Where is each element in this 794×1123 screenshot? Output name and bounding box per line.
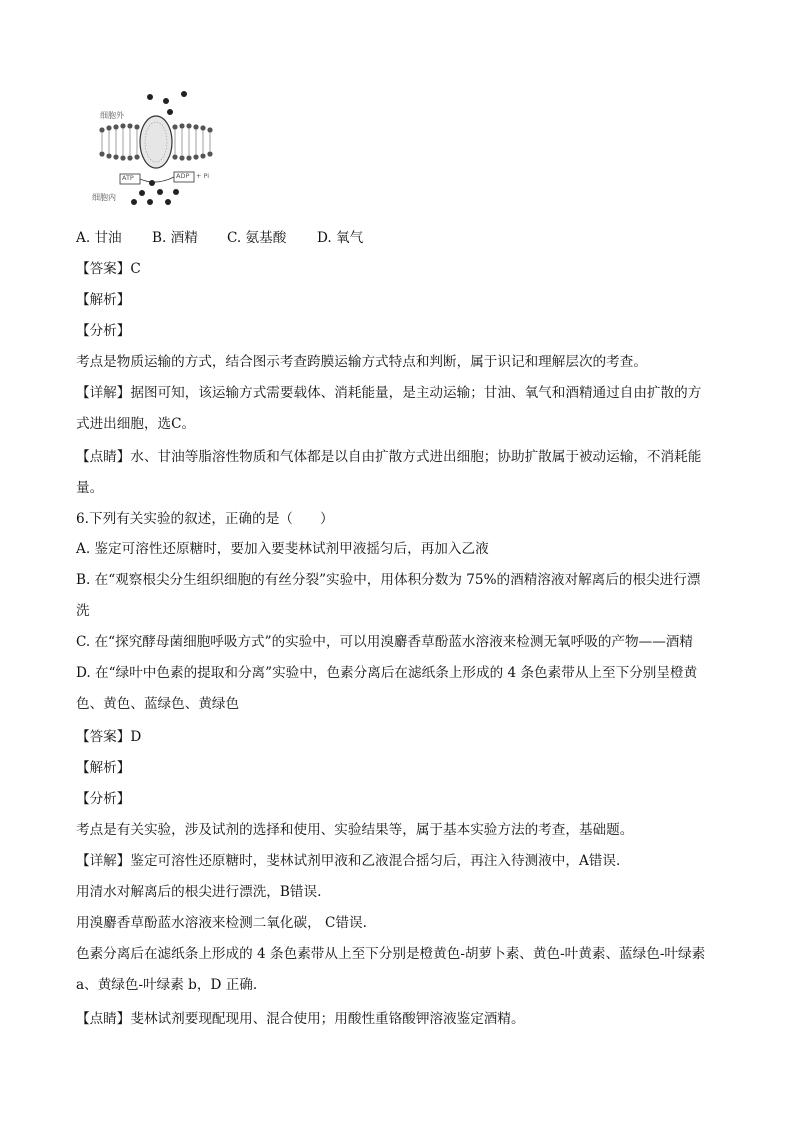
- q5-fenxi: 【分析】: [76, 323, 131, 339]
- q6-detail-1: 【详解】鉴定可溶性还原糖时，斐林试剂甲液和乙液混合摇匀后，再注入待测液中，A错误.: [76, 853, 621, 869]
- q5-analysis: 考点是物质运输的方式，结合图示考查跨膜运输方式特点和判断，属于识记和理解层次的考查。: [76, 354, 647, 370]
- q6-option-d-line-2: 色、黄色、蓝绿色、黄绿色: [76, 696, 240, 712]
- label-atp: ATP: [122, 174, 134, 182]
- q5-option-a: A. 甘油: [76, 230, 122, 246]
- q5-detail-1: 【详解】据图可知，该运输方式需要载体、消耗能量，是主动运输；甘油、氧气和酒精通过自由扩散的方: [76, 385, 702, 401]
- q6-option-d-line-1: D. 在“绿叶中色素的提取和分离”实验中，色素分离后在滤纸条上形成的 4 条色素带从上至下分别呈橙黄: [76, 665, 698, 681]
- q6-analysis: 考点是有关实验，涉及试剂的选择和使用、实验结果等，属于基本实验方法的考查，基础题。: [76, 822, 634, 838]
- q5-jiexi: 【解析】: [76, 292, 131, 308]
- q5-options: [76, 228, 736, 248]
- q6-fenxi: 【分析】: [76, 791, 131, 807]
- q6-jiexi: 【解析】: [76, 760, 131, 776]
- q6-option-b-line-1: B. 在“观察根尖分生组织细胞的有丝分裂”实验中，用体积分数为 75%的酒精溶液对解离后的根尖进行漂: [76, 572, 701, 588]
- q5-option-b: B. 酒精: [152, 230, 198, 246]
- label-inside: 细胞内: [92, 193, 116, 202]
- q6-option-a: A. 鉴定可溶性还原糖时，要加入要斐林试剂甲液摇匀后，再加入乙液: [76, 541, 489, 557]
- q6-detail-5: a、黄绿色-叶绿素 b，D 正确.: [76, 977, 258, 993]
- label-pi: + Pi: [196, 172, 210, 180]
- q6-dianjing: 【点睛】斐林试剂要现配现用、混合使用；用酸性重铬酸钾溶液鉴定酒精。: [76, 1011, 525, 1027]
- label-adp: ADP: [176, 172, 190, 180]
- q5-detail-2: 式进出细胞，选C。: [76, 416, 196, 432]
- outside-molecules: [147, 91, 187, 115]
- q6-option-b-line-2: 洗: [76, 603, 90, 619]
- q6-answer: 【答案】D: [76, 729, 142, 745]
- membrane-transport-figure: [90, 88, 230, 213]
- q5-answer: 【答案】C: [76, 261, 141, 277]
- q5-option-d: D. 氧气: [317, 230, 364, 246]
- q5-dianjing-1: 【点睛】水、甘油等脂溶性物质和气体都是以自由扩散方式进出细胞；协助扩散属于被动运输，不消耗能: [76, 449, 702, 465]
- q6-detail-3: 用溴麝香草酚蓝水溶液来检测二氧化碳， C错误.: [76, 915, 367, 931]
- q6-detail-4: 色素分离后在滤纸条上形成的 4 条色素带从上至下分别是橙黄色-胡萝卜素、黄色-叶黄素、蓝绿色-叶绿素: [76, 946, 706, 962]
- q6-detail-2: 用清水对解离后的根尖进行漂洗，B错误.: [76, 884, 322, 900]
- q6-stem: 6.下列有关实验的叙述，正确的是（ ）: [76, 511, 334, 527]
- q6-option-c: C. 在“探究酵母菌细胞呼吸方式”的实验中，可以用溴麝香草酚蓝水溶液来检测无氧呼吸的产物——酒精: [76, 634, 693, 650]
- q5-dianjing-2: 量。: [76, 480, 104, 496]
- label-outside: 细胞外: [100, 111, 124, 120]
- q5-option-c: C. 氨基酸: [227, 230, 287, 246]
